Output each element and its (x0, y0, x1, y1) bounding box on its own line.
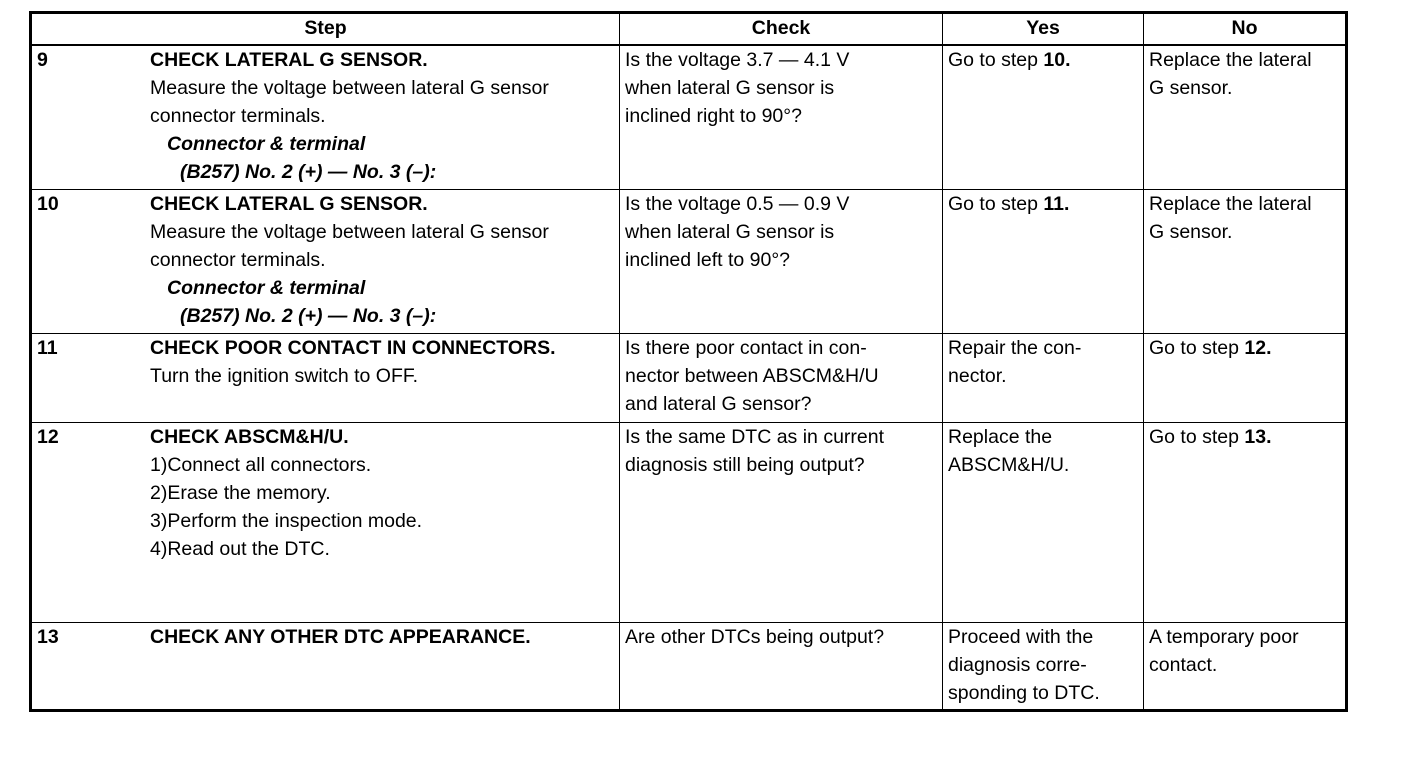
yes-line: Replace the (948, 425, 1053, 448)
table-row (31, 333, 1347, 422)
header-check: Check (620, 13, 943, 46)
step-title: CHECK LATERAL G SENSOR. (150, 49, 428, 71)
no-line: Replace the lateral (1149, 192, 1312, 215)
check-line: Is the voltage 3.7 — 4.1 V (625, 49, 850, 71)
step-number: 11 (37, 336, 58, 359)
connector-label: Connector & terminal (167, 276, 366, 299)
table-row (31, 422, 1347, 622)
no-cell (1144, 333, 1347, 422)
step-instruction: Turn the ignition switch to OFF. (150, 364, 419, 387)
check-cell (620, 333, 943, 422)
step-cell (31, 45, 620, 189)
no-text: Go to step (1149, 336, 1245, 359)
step-instruction: Measure the voltage between lateral G sensor (150, 220, 549, 243)
no-line: contact. (1149, 653, 1218, 676)
diagnostic-table (29, 11, 1348, 712)
yes-line: nector. (948, 364, 1007, 387)
step-cell (31, 422, 620, 622)
header-step: Step (31, 13, 620, 46)
check-cell (620, 622, 943, 710)
table-row (31, 189, 1347, 333)
yes-cell (943, 422, 1144, 622)
yes-cell (943, 333, 1144, 422)
no-line: G sensor. (1149, 220, 1233, 243)
no-line: A temporary poor (1149, 625, 1299, 648)
yes-line: ABSCM&H/U. (948, 453, 1070, 476)
header-row (31, 13, 1347, 46)
no-line: Replace the lateral (1149, 49, 1312, 71)
yes-step-ref: 11. (1043, 192, 1070, 215)
step-title: CHECK ABSCM&H/U. (150, 425, 349, 448)
check-line: when lateral G sensor is (625, 77, 835, 99)
yes-cell (943, 622, 1144, 710)
check-cell (620, 189, 943, 333)
no-text: Go to step (1149, 425, 1245, 448)
yes-line: sponding to DTC. (948, 681, 1100, 704)
header-no: No (1144, 13, 1347, 46)
step-cell (31, 622, 620, 710)
yes-step-ref: 10. (1043, 49, 1071, 71)
yes-line: Repair the con- (948, 336, 1082, 359)
step-instruction: Measure the voltage between lateral G sensor (150, 77, 549, 99)
step-cell (31, 333, 620, 422)
check-line: diagnosis still being output? (625, 453, 865, 476)
step-title: CHECK ANY OTHER DTC APPEARANCE. (150, 625, 531, 648)
yes-cell (943, 45, 1144, 189)
connector-label: Connector & terminal (167, 133, 366, 155)
yes-line: Proceed with the (948, 625, 1094, 648)
check-line: Is the same DTC as in current (625, 425, 885, 448)
check-cell (620, 422, 943, 622)
step-number: 10 (37, 192, 59, 215)
step-number: 12 (37, 425, 59, 448)
no-step-ref: 12. (1244, 336, 1272, 359)
check-line: inclined right to 90°? (625, 105, 802, 127)
step-number: 13 (37, 625, 59, 648)
connector-value: (B257) No. 2 (+) — No. 3 (–): (180, 304, 437, 327)
step-number: 9 (37, 49, 48, 71)
step-instruction: 1)Connect all connectors. (150, 453, 372, 476)
yes-text: Go to step (948, 192, 1044, 215)
no-line: G sensor. (1149, 77, 1233, 99)
no-cell (1144, 45, 1347, 189)
step-instruction: 2)Erase the memory. (150, 481, 331, 504)
step-title: CHECK LATERAL G SENSOR. (150, 192, 428, 215)
step-cell (31, 189, 620, 333)
no-cell (1144, 189, 1347, 333)
table-row (31, 45, 1347, 189)
yes-line: diagnosis corre- (948, 653, 1087, 676)
yes-cell (943, 189, 1144, 333)
check-line: Are other DTCs being output? (625, 625, 885, 648)
step-title: CHECK POOR CONTACT IN CONNECTORS. (150, 336, 556, 359)
connector-value: (B257) No. 2 (+) — No. 3 (–): (180, 161, 437, 183)
no-cell (1144, 622, 1347, 710)
check-line: Is there poor contact in con- (625, 336, 867, 359)
step-instruction: 4)Read out the DTC. (150, 537, 330, 560)
header-yes: Yes (943, 13, 1144, 46)
step-instruction: connector terminals. (150, 105, 326, 127)
check-line: Is the voltage 0.5 — 0.9 V (625, 192, 850, 215)
no-step-ref: 13. (1244, 425, 1272, 448)
table-row (31, 622, 1347, 710)
no-cell (1144, 422, 1347, 622)
yes-text: Go to step (948, 49, 1044, 71)
check-line: nector between ABSCM&H/U (625, 364, 879, 387)
check-line: inclined left to 90°? (625, 248, 790, 271)
check-line: when lateral G sensor is (625, 220, 835, 243)
check-cell (620, 45, 943, 189)
step-instruction: 3)Perform the inspection mode. (150, 509, 423, 532)
step-instruction: connector terminals. (150, 248, 326, 271)
check-line: and lateral G sensor? (625, 392, 812, 415)
